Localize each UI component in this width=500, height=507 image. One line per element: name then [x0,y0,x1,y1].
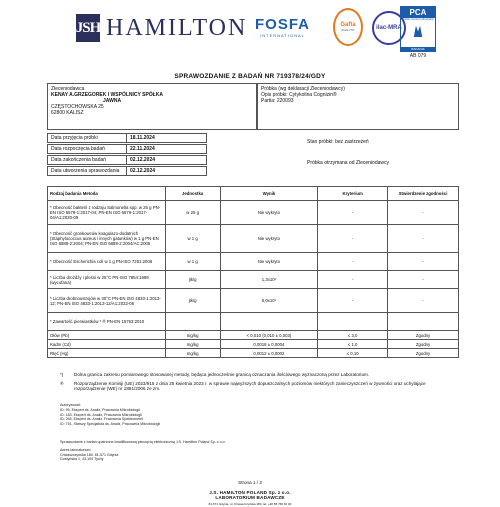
cell-result: Nie wykryto [220,253,318,271]
table-row [48,349,459,358]
footnotes [60,372,455,395]
date-value: 02.12.2024 [127,166,207,176]
date-label: Data utworzenia sprawozdania [47,166,127,176]
cell-method: Ołów (Pb) [48,331,166,340]
cell-criterion: - [318,289,388,313]
authorised-label: Autoryzował: [60,403,81,407]
cell-conformity: - [388,253,459,271]
table-row [48,331,459,340]
sample-description: Opis próbki: Cytykolina Cognizin® [261,92,337,98]
authorised-person: ID: 183, Ekspert ds. Analiz, Pracownia Mikrobiologii [60,412,142,417]
date-value: 02.12.2024 [127,155,207,165]
client-label: Zleceniodawca [51,86,85,92]
footer-contact: 81-571 Gdynia, ul. Chwaszczyńska 180, tel. +48 58 769 66 00 [208,501,292,506]
hamilton-logo [76,14,247,42]
date-label: Data rozpoczęcia badań [47,144,127,154]
footer-lab: LABORATORIUM BADAWCZE [215,495,285,501]
cell-unit: w 25 g [165,201,220,225]
date-label: Data zakończenia badań [47,155,127,165]
cell-criterion: - [318,271,388,289]
date-label: Data przyjęcia próbki [47,133,127,143]
pca-icon [411,23,425,37]
cell-unit [165,313,220,331]
authorised-person: ID: 751, Starszy Specjalista ds. Analiz, Pracownia Mikrobiologii [60,422,161,427]
cell-result: Nie wykryto [220,225,318,253]
pca-bottom: BADANIA [401,47,435,51]
cell-conformity: - [388,225,459,253]
sample-received: Próbka otrzymana od Zleceniodawcy [307,160,389,166]
client-city: 62800 KALISZ [51,110,84,116]
cell-unit: jtk/g [165,289,220,313]
table-row [48,271,459,289]
cell-result: 0,0012 ± 0,0002 [220,349,318,358]
cell-criterion: ≤ 0,10 [318,349,388,358]
date-value: 18.11.2024 [127,133,207,143]
cell-result: 1,3x10¹ [220,271,318,289]
header-method: Rodzaj badania Metoda [48,187,166,201]
pca-badge [400,6,436,52]
cell-conformity: Zgodny [388,331,459,340]
cell-unit: jtk/g [165,271,220,289]
hamilton-logo-text: HAMILTON [106,14,248,41]
cell-method: * Liczba drobnoustrojów w 30°C PN-EN ISO 4833-1:2013-12; PN-EN ISO 4833-1:2013-12/A1:2022-06 [48,289,166,313]
fosfa-logo [255,16,310,38]
footer-company: J.S. HAMILTON POLAND Sp. z o.o. [209,490,291,495]
table-row [48,313,459,331]
table-header-row [48,187,459,201]
table-row [48,289,459,313]
footnote-mark: *) [60,372,64,377]
report-title: SPRAWOZDANIE Z BADAŃ NR 719378/24/GDY [174,73,326,80]
gafta-logo [333,8,363,46]
signature-statement: Sprawozdanie z badań opatrzone kwalifikowaną pieczęcią elektroniczną J.S. Hamilton Poland Sp. z o.o. [60,440,226,444]
cell-criterion: - [318,201,388,225]
sample-batch: Partia: 220093 [261,98,294,104]
table-row [48,201,459,225]
client-name-line2: JAWNA [103,98,122,104]
pca-name: PCA [401,7,435,18]
header-result: Wynik [220,187,318,201]
client-box [47,83,257,130]
cell-unit: mg/kg [165,331,220,340]
lab-address-line: Chwaszczyńska 180, 81-571 Gdynia [60,452,119,457]
results-table [47,186,459,358]
cell-criterion: - [318,225,388,253]
header-conformity: Stwierdzenie zgodności [388,187,459,201]
cell-unit: w 1 g [165,225,220,253]
hamilton-logo-mark: JSH [76,14,100,42]
cell-method: Kadm (Cd) [48,340,166,349]
ilac-mra-name: ilac-MRA [376,25,402,31]
pca-logo [400,6,436,59]
cell-conformity: - [388,201,459,225]
cell-result: 6,0x10¹ [220,289,318,313]
gafta-logo-sub: ANALYST [341,28,355,32]
cell-criterion: - [318,253,388,271]
cell-unit: mg/kg [165,340,220,349]
table-row [48,340,459,349]
header-unit: Jednostka [165,187,220,201]
lab-address-line: Gostyńska 1, 43-100 Tychy [60,457,104,462]
cell-method: Rtęć (Hg) [48,349,166,358]
sample-state: Stan próbki: bez zastrzeżeń [307,139,369,145]
authorised-person: ID: 265, Ekspert ds. Analiz, Pracownia Spektrometrii [60,417,144,422]
fosfa-logo-sub: INTERNATIONAL [260,33,305,38]
signature-block [60,440,226,462]
cell-criterion [318,313,388,331]
fosfa-logo-name: FOSFA [255,16,311,33]
pca-sub: Polskie Centrum Akredytacji [402,18,434,21]
table-row [48,225,459,253]
cell-conformity: Zgodny [388,349,459,358]
authorised-person: ID: 95, Ekspert ds. Analiz, Pracownia Mikrobiologii [60,407,140,412]
cell-method: * Zawartość pierwiastków * ® PN-EN 15763:2010 [48,313,166,331]
cell-conformity: Zgodny [388,340,459,349]
date-row [47,166,207,176]
sample-box [257,83,459,130]
client-name-line1: KENAY A.GRZEGOREK I WSPÓLNICY SPÓŁKA [51,92,163,98]
cell-method: * Obecność gronkowców koagulazo-dodatnich (Staphylococcus aureus i innych gatunków) w 1 g PN-EN ISO 6888-2:2004; PN-EN ISO 6888-2:2004/AC:2005 [48,225,166,253]
page-number: Strona 1 / 2 [238,480,262,485]
footnote-mark: ® [60,380,64,386]
cell-criterion: ≤ 3,0 [318,331,388,340]
table-row [48,253,459,271]
lab-address-label: Adres laboratorium: [60,447,92,452]
cell-conformity: - [388,271,459,289]
client-street: CZĘSTOCHOWSKA 25 [51,104,104,110]
cell-unit: w 1 g [165,253,220,271]
footnote [60,381,455,392]
header-criterion: Kryterium [318,187,388,201]
date-row [47,144,207,154]
date-row [47,133,207,143]
authorisation-block [60,403,160,427]
cell-method: * Obecność bakterii z rodzaju Salmonella spp. w 25 g PN-EN ISO 6579-1:2017-04; PN-EN ISO 6579-1:2017-04/A1:2020-09 [48,201,166,225]
cell-result: 0,0018 ± 0,0004 [220,340,318,349]
cell-method: * Obecność Escherichia coli w 1 g PN-ISO 7251:2006 [48,253,166,271]
sample-label: Próbka (wg deklaracji Zleceniodawcy) [261,86,345,92]
footnote [60,372,455,378]
date-row [47,155,207,165]
date-value: 22.11.2024 [127,144,207,154]
cell-result [220,313,318,331]
cell-method: * Liczba drożdży i pleśni w 25°C PN-ISO 7954:1999 (wycofana) [48,271,166,289]
pca-code: AB 079 [409,53,427,59]
cell-result: < 0,010 (0,010 ± 0,003) [220,331,318,340]
cell-unit: mg/kg [165,349,220,358]
footnote-text: Rozporządzenie Komisji (UE) 2023/915 z dnia 25 kwietnia 2023 r. w sprawie najwyższych dopuszczalnych poziomów niektórych zanieczyszczeń w żywności oraz uchylające rozporządzenie (WE) nr 1881/2006 ze zm. [74,380,426,392]
gafta-logo-name: Gafta [340,22,356,28]
page-footer [0,490,500,507]
cell-conformity [388,313,459,331]
cell-result: Nie wykryto [220,201,318,225]
footnote-text: Dolna granica zakresu pomiarowego stosowanej metody, będąca jednocześnie granicą oznaczania ilościowego wyznaczoną przez Laboratorium. [74,372,370,377]
cell-conformity: - [388,289,459,313]
cell-criterion: ≤ 1,0 [318,340,388,349]
